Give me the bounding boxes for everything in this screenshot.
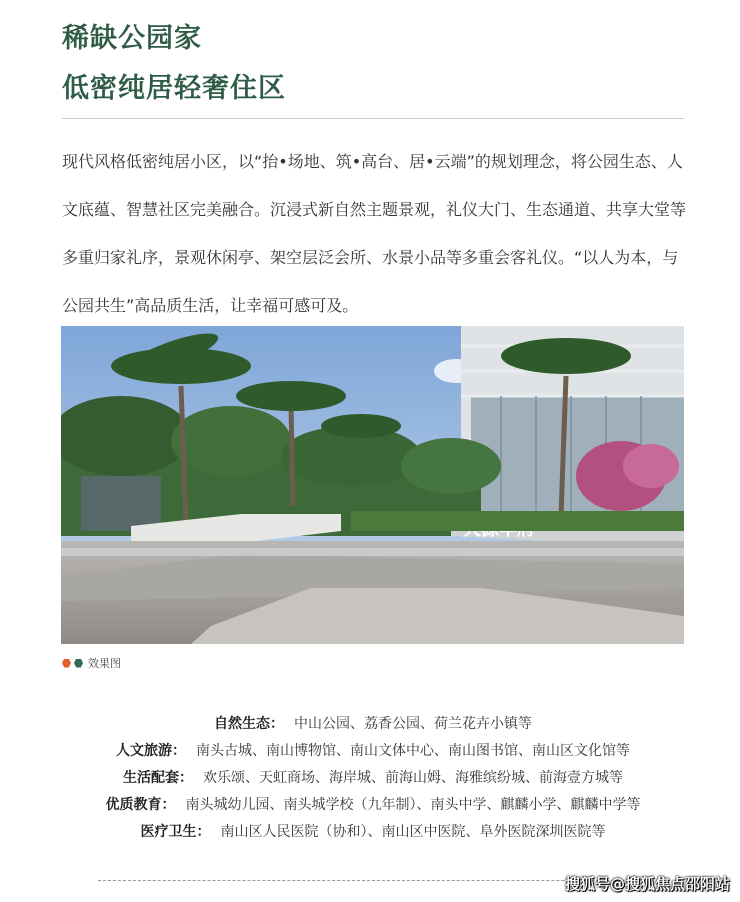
amenity-value: 南山区人民医院（协和）、南山区中医院、阜外医院深圳医院等: [220, 824, 606, 840]
amenity-row: [62, 740, 684, 767]
green-hexagon-icon: [74, 659, 83, 668]
rendering-illustration: [61, 326, 684, 644]
amenity-row: [62, 713, 684, 740]
amenity-value: 欢乐颂、天虹商场、海岸城、前海山姆、海雅缤纷城、前海壹方城等: [203, 770, 623, 786]
amenity-row: [62, 794, 684, 821]
orange-hexagon-icon: [62, 659, 71, 668]
amenity-label: 自然生态：: [214, 716, 284, 732]
amenity-label: 医疗卫生：: [140, 824, 211, 840]
amenity-label: 优质教育：: [105, 797, 176, 813]
title-divider: [62, 118, 684, 119]
photo-caption: [62, 655, 121, 671]
amenities-list: [62, 713, 684, 848]
title-line-2: 低密纯居轻奢住区: [62, 73, 286, 104]
dashed-divider: [98, 880, 644, 881]
amenity-label: 人文旅游：: [116, 743, 186, 759]
amenity-value: 中山公园、荔香公园、荷兰花卉小镇等: [294, 716, 532, 732]
intro-paragraph: 现代风格低密纯居小区，以“抬•场地、筑•高台、居•云端”的规划理念，将公园生态、人文底蕴、智慧社区完美融合。沉浸式新自然主题景观，礼仪大门、生态通道、共享大堂等多重归家礼序，景观休闲亭、架空层泛会所、水景小品等多重会客礼仪。“以人为本，与公园共生”高品质生活，让幸福可感可及。: [62, 152, 687, 315]
caption-label: 效果图: [88, 657, 121, 670]
amenity-row: [62, 767, 684, 794]
amenity-label: 生活配套：: [123, 770, 193, 786]
rendering-photo: [61, 326, 684, 644]
amenity-value: 南头古城、南山博物馆、南山文体中心、南山图书馆、南山区文化馆等: [196, 743, 630, 759]
amenity-value: 南头城幼儿园、南头城学校（九年制）、南头中学、麒麟小学、麒麟中学等: [185, 797, 641, 813]
watermark: 搜狐号@搜狐焦点邵阳站: [564, 875, 730, 893]
title-line-1: 稀缺公园家: [62, 23, 202, 54]
amenity-row: [62, 821, 684, 848]
